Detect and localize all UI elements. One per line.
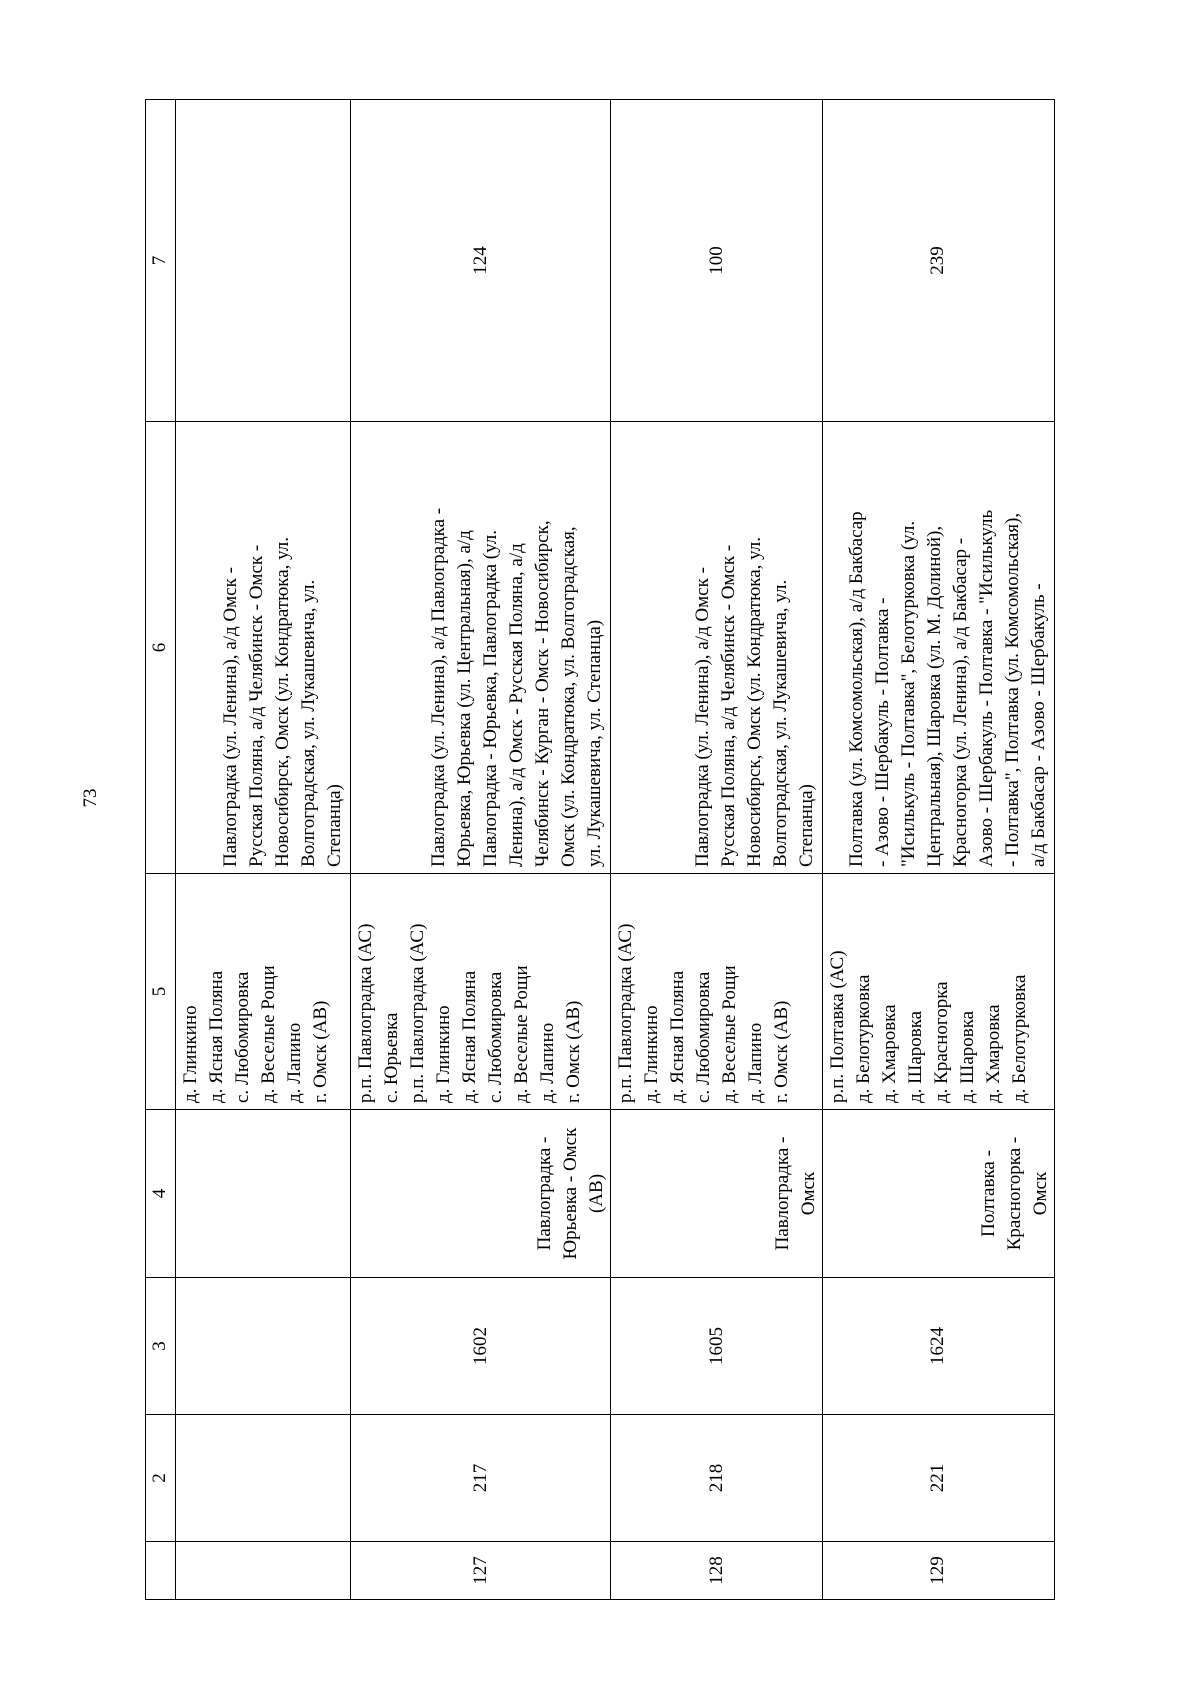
stop-item: д. Веселые Рощи <box>510 965 532 1103</box>
streets-line: Павлоградка (ул. Ленина), а/д Омск - <box>219 567 241 867</box>
registration-number-cell <box>175 1278 350 1415</box>
stops-cell <box>611 874 822 1110</box>
streets-line: - Полтавка", Полтавка (ул. Комсомольская), <box>1002 512 1023 867</box>
row-number-cell: 128 <box>611 1542 822 1600</box>
stop-item: д. Белотурковка <box>852 974 874 1103</box>
table-row <box>822 100 1054 1600</box>
stop-item: д. Глинкино <box>641 1005 663 1103</box>
col-header-7: 7 <box>146 100 176 422</box>
stop-item: с. Любомировка <box>231 971 253 1103</box>
table-row <box>350 100 611 1600</box>
streets-cell <box>175 422 350 874</box>
streets-line: Азово - Шербакуль - Полтавка - "Исилькуль <box>976 509 997 867</box>
stop-item: д. Хмаровка <box>982 1004 1004 1103</box>
streets-line: Красногорка (ул. Ленина), а/д Бакбасар - <box>950 537 971 867</box>
registration-number-cell: 1602 <box>350 1278 611 1415</box>
registration-number-cell: 1605 <box>611 1278 822 1415</box>
stop-item: д. Шаровка <box>904 1010 926 1103</box>
route-number-cell <box>175 1415 350 1542</box>
header-row <box>146 100 176 1600</box>
col-header-5: 5 <box>146 874 176 1110</box>
route-length-cell: 239 <box>822 100 1054 422</box>
streets-line: Павлоградка (ул. Ленина), а/д Павлоградка - <box>428 507 450 867</box>
stops-cell <box>175 874 350 1110</box>
route-length-cell: 100 <box>611 100 822 422</box>
route-name-cell <box>175 1110 350 1278</box>
route-number-cell: 217 <box>350 1415 611 1542</box>
page-number: 73 <box>80 788 101 808</box>
stop-item: д. Глинкино <box>179 1005 201 1103</box>
stop-item: д. Шаровка <box>956 1010 978 1103</box>
col-header-1 <box>146 1542 176 1600</box>
streets-line: Центральная), Шаровка (ул. М. Долиной), <box>924 525 945 867</box>
streets-line: - Азово - Шербакуль - Полтавка - <box>872 597 893 867</box>
stop-item: р.п. Павлоградка (АС) <box>354 923 376 1103</box>
stop-item: д. Веселые Рощи <box>257 965 279 1103</box>
streets-line: "Исилькуль - Полтавка", Белотурковка (ул. <box>898 520 919 867</box>
stops-cell <box>822 874 1054 1110</box>
stop-item: р.п. Павлоградка (АС) <box>615 923 637 1103</box>
stop-item: р.п. Полтавка (АС) <box>826 950 848 1103</box>
streets-line: Новосибирск, Омск (ул. Кондратюка, ул. <box>271 536 293 867</box>
streets-line: Челябинск - Курган - Омск - Новосибирск, <box>532 520 554 867</box>
route-length-cell: 124 <box>350 100 611 422</box>
streets-line: Павлоградка - Юрьевка, Павлоградка (ул. <box>480 529 502 867</box>
streets-line: Степанца) <box>795 784 817 867</box>
streets-line: Омск (ул. Кондратюка, ул. Волгоградская, <box>558 526 580 867</box>
stops-cell <box>350 874 611 1110</box>
streets-line: Волгоградская, ул. Лукашевича, ул. <box>297 579 319 867</box>
streets-line: а/д Бакбасар - Азово - Шербакуль - <box>1028 583 1049 867</box>
streets-line: ул. Лукашевича, ул. Степанца) <box>584 619 606 867</box>
route-number-cell: 221 <box>822 1415 1054 1542</box>
stop-item: с. Любомировка <box>693 971 715 1103</box>
stop-item: г. Омск (АВ) <box>309 1000 331 1103</box>
streets-line: Павлоградка (ул. Ленина), а/д Омск - <box>691 567 713 867</box>
col-header-6: 6 <box>146 422 176 874</box>
row-number-cell <box>175 1542 350 1600</box>
route-name-cell: Полтавка - Красногорка - Омск <box>822 1110 1054 1278</box>
stop-item: д. Ясная Поляна <box>458 970 480 1103</box>
table-row <box>175 100 350 1600</box>
streets-cell <box>350 422 611 874</box>
route-length-cell <box>175 100 350 422</box>
stop-item: д. Красногорка <box>930 981 952 1103</box>
stop-item: д. Ясная Поляна <box>667 970 689 1103</box>
routes-table-frame <box>145 100 1055 1600</box>
streets-line: Степанца) <box>323 784 345 867</box>
route-number-cell: 218 <box>611 1415 822 1542</box>
stop-item: д. Лапино <box>536 1022 558 1103</box>
row-number-cell: 127 <box>350 1542 611 1600</box>
col-header-4: 4 <box>146 1110 176 1278</box>
stop-item: д. Хмаровка <box>878 1004 900 1103</box>
stop-item: с. Юрьевка <box>380 1012 402 1103</box>
streets-line: Ленина), а/д Омск - Русская Поляна, а/д <box>506 543 528 867</box>
streets-line: Полтавка (ул. Комсомольская), а/д Бакбасар <box>846 511 867 867</box>
table-row <box>611 100 822 1600</box>
stop-item: д. Веселые Рощи <box>719 965 741 1103</box>
streets-line: Новосибирск, Омск (ул. Кондратюка, ул. <box>743 536 765 867</box>
streets-line: Русская Поляна, а/д Челябинск - Омск - <box>717 544 739 867</box>
route-name-cell: Павлоградка - Омск <box>611 1110 822 1278</box>
streets-line: Юрьевка, Юрьевка (ул. Центральная), а/д <box>454 530 476 867</box>
streets-line: Волгоградская, ул. Лукашевича, ул. <box>769 579 791 867</box>
routes-table <box>145 99 1055 1600</box>
streets-cell <box>822 422 1054 874</box>
stop-item: д. Белотурковка <box>1008 974 1030 1103</box>
stop-item: г. Омск (АВ) <box>562 1000 584 1103</box>
col-header-2: 2 <box>146 1415 176 1542</box>
stop-item: г. Омск (АВ) <box>771 1000 793 1103</box>
stop-item: д. Глинкино <box>432 1005 454 1103</box>
streets-line: Русская Поляна, а/д Челябинск - Омск - <box>245 544 267 867</box>
stop-item: д. Ясная Поляна <box>205 970 227 1103</box>
stop-item: д. Лапино <box>745 1022 767 1103</box>
route-name-cell: Павлоградка - Юрьевка - Омск (АВ) <box>350 1110 611 1278</box>
row-number-cell: 129 <box>822 1542 1054 1600</box>
routes-table-rotated <box>145 100 1055 1600</box>
registration-number-cell: 1624 <box>822 1278 1054 1415</box>
col-header-3: 3 <box>146 1278 176 1415</box>
streets-cell <box>611 422 822 874</box>
stop-item: д. Лапино <box>283 1022 305 1103</box>
stop-item: с. Любомировка <box>484 971 506 1103</box>
stop-item: р.п. Павлоградка (АС) <box>406 923 428 1103</box>
